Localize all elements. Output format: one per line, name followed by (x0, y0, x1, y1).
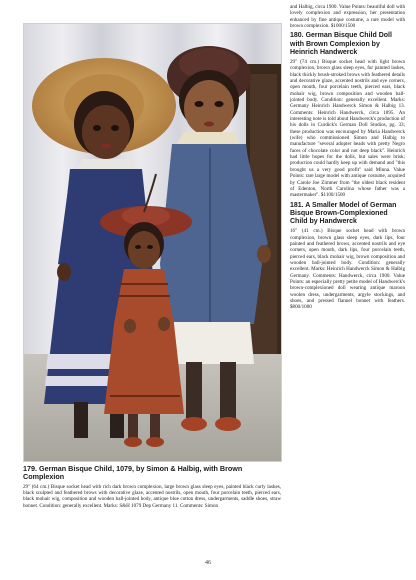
lot-entry-180 (290, 32, 405, 198)
lot-181-description: 16" (41 cm.) Bisque socket head with brown complexion, brown glass sleep eyes, dark lips, four painted and feathered brows, accented nostrils and eye corners, open mouth, dark lips, four porcelain teeth, pierced ears, black mohair wig, brown composition and wooden ball-jointed body. Condition: generally excellent. Marks: Heinrich Handwerck Simon & Halbig Germany. Comments: Handwerck, circa 1900. Value Points: an especially pretty petite model of Handwerck's brown-complexioned doll wearing antique maroon woolen dress, undergarments, argyle stockings, and shoes, and pressed flannel bonnet with feathers. $800/1000 (290, 228, 405, 311)
lot-entry-179 (23, 465, 281, 545)
lot-179-heading: 179. German Bisque Child, 1079, by Simon & Halbig, with Brown Complexion (23, 465, 243, 482)
lot-181-heading: 181. A Smaller Model of German Bisque Brown-Complexioned Child by Handwerck (290, 201, 397, 225)
lot-180-description: 29" (74 cm.) Bisque socket head with light brown complexion, brown glass sleep eyes, fur painted lashes, black thickly brush-stroked brows with feathered details and decorative glaze, accented nostrils and eye corners, open mouth, four porcelain teeth, pierced ears, black mohair wig, brown composition and wooden ball-jointed body. Condition: generally excellent. Marks: Germany Heinrich Handwerck Simon & Halbig 13. Comments: Heinrich Handwerck, circa 1895. An interesting note is told about Handwerck's production of his dolls in Curdick's German Doll Studios, pg. 33; these production was encouraged by Maria Handwerck (wife) who commissioned Simon and Halbig to manufacture "several adopter heads with pretty Negro faces of chocolate color and not deep black". Heinrich had little hopes for the dolls, but sales were brisk; production could hardly keep up with demand and "this brought us a very good profit" said Minna. Value Points: rare large model with antique costume, acquired by Carole Joe Zimmer from "the oldest black resident of Edenton, North Carolina whose father was a mastermaker". $1100/1500 (290, 58, 405, 199)
doll-photo-illustration (24, 24, 281, 461)
page-number: 46 (205, 560, 211, 566)
lot-180-heading: 180. German Bisque Child Doll with Brown Complexion by Heinrich Handwerck (290, 32, 392, 56)
lot-179-description: 29" (64 cm.) Bisque socket head with rich dark brown complexion, large brown glass sleep eyes, painted black curly lashes, black sculpted and feathered brows with decorative glaze, accented nostrils, open mouth, four porcelain teeth, pierced ears, black mohair wig, composition and wooden ball-jointed body, antique blue cotton dress, undergarments, saddle shoes, straw bonnet. Condition: generally excellent. Marks: S&H 1079 Dep Germany 11. Comments: Simon (23, 483, 281, 509)
entry-179-continued-text: and Halbig, circa 1900. Value Points: beautiful doll with lovely complexion and expression, her presentation enhanced by fine antique costume, a rare model with brown complexion. $1000/1500 (290, 4, 405, 30)
lot-entry-181 (290, 202, 405, 311)
doll-photograph (23, 23, 282, 462)
right-text-column (290, 4, 405, 544)
